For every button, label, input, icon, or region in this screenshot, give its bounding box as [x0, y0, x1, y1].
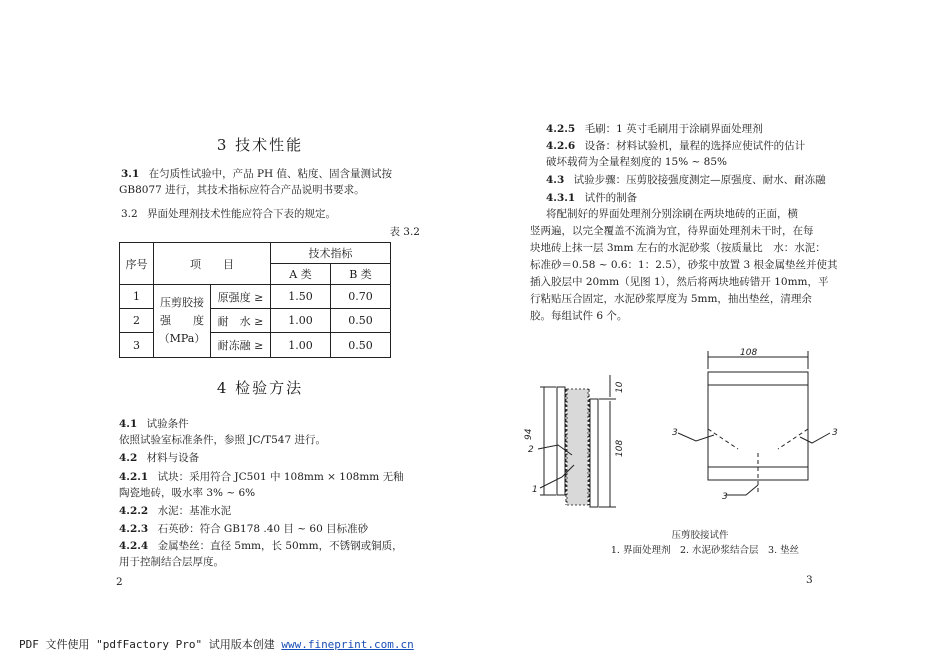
paragraph-4-2-2-text: 水泥：基准水泥: [157, 505, 232, 517]
paragraph-4-2-4-number: 4.2.4: [119, 540, 149, 552]
body-line: 将配制好的界面处理剂分别涂刷在两块地砖的正面，横: [546, 208, 798, 220]
table-cell-b: 0.70: [331, 285, 391, 309]
left-page-number: 2: [116, 576, 123, 588]
paragraph-4-2-6-line2: 破坏载荷为全量程刻度的 15% ~ 85%: [546, 156, 727, 168]
figure-caption: 压剪胶接试件: [671, 530, 729, 541]
specimen-figure: [500, 345, 860, 530]
table-group-line1: 压剪胶接: [160, 296, 204, 309]
callout-3c-label: 3: [722, 492, 728, 502]
paragraph-4-2-6-line1: 设备：材料试验机，量程的选择应使试件的估计: [584, 140, 806, 152]
paragraph-4-2-number: 4.2: [119, 452, 138, 464]
paragraph-3-1: [119, 166, 419, 198]
paragraph-3-2-number: 3.2: [121, 208, 138, 220]
paragraph-4-1-title: 试验条件: [146, 418, 189, 430]
paragraph-4-2-6-number: 4.2.6: [546, 140, 576, 152]
table-header-class-b: B 类: [331, 264, 391, 285]
table-cell-a: 1.50: [271, 285, 331, 309]
dimension-side-2-label: 108: [615, 439, 625, 457]
paragraph-3-2: [119, 206, 419, 222]
paragraph-4-3-text: 试验步骤：压剪胶接强度测定—原强度、耐水、耐冻融: [573, 174, 826, 186]
mortar-layer-shape: [567, 389, 588, 505]
table-header-class-a: A 类: [271, 264, 331, 285]
paragraph-4-1-text: 依照试验室标准条件，参照 JC/T547 进行。: [119, 434, 327, 446]
paragraph-4-2-6: [546, 138, 846, 170]
section-3-title: 3 技术性能: [216, 136, 304, 154]
table-cell-a: 1.00: [271, 309, 331, 333]
paragraph-4-3-1-body: [530, 206, 840, 325]
paragraph-4-2-4-line1: 金属垫丝：直径 5mm，长 50mm，不锈钢或铜质，: [157, 540, 403, 552]
callout-3a-label: 3: [672, 428, 678, 438]
paragraph-4-3-number: 4.3: [546, 174, 565, 186]
leader-3b: [800, 433, 830, 443]
paragraph-3-1-line1: 在匀质性试验中，产品 PH 值、粘度、固含量测试按: [148, 168, 393, 180]
table-caption: 表 3.2: [389, 226, 420, 238]
leader-3c: [726, 485, 758, 495]
paragraph-4-1: [119, 416, 419, 448]
body-line: 标准砂＝0.58 ~ 0.6：1：2.5），砂浆中放置 3 根金属垫丝并使其: [530, 259, 838, 271]
paragraph-3-1-line2: GB8077 进行，其技术指标应符合产品说明书要求。: [119, 184, 365, 196]
paragraph-4-2-2-number: 4.2.2: [119, 505, 149, 517]
paragraph-4-3-1-title: 试件的制备: [584, 192, 638, 204]
right-page-number: 3: [806, 574, 813, 586]
figure-legend: 1. 界面处理剂 2. 水泥砂浆结合层 3. 垫丝: [610, 545, 800, 556]
paragraph-4-2-3-number: 4.2.3: [119, 523, 149, 535]
body-line: 块地砖上抹一层 3mm 左右的水泥砂浆（按质量比 水：水泥：: [530, 242, 826, 254]
dimension-side-1-label: 10: [615, 381, 625, 393]
table-group-line3: （MPa）: [158, 332, 206, 345]
paragraph-3-2-text: 界面处理剂技术性能应符合下表的规定。: [147, 208, 337, 220]
paragraph-4-2-4-line2: 用于控制结合层厚度。: [119, 556, 224, 568]
paragraph-4-2-title: 材料与设备: [146, 452, 200, 464]
paragraph-4-2: [119, 450, 419, 466]
footer-text: PDF 文件使用 "pdfFactory Pro" 试用版本创建: [19, 638, 275, 651]
paragraph-4-2-5-number: 4.2.5: [546, 123, 576, 135]
pdf-footer: [19, 636, 414, 652]
dimension-left-label: 94: [524, 428, 534, 440]
spec-table: [119, 242, 391, 358]
callout-3b-label: 3: [832, 428, 838, 438]
paragraph-4-3-1: [546, 190, 846, 206]
table-group-line2: 强 度: [160, 314, 204, 327]
paragraph-4-2-4: [119, 538, 419, 570]
table-header-index: 序号: [120, 243, 154, 285]
table-cell-index: 3: [120, 333, 154, 358]
table-cell-a: 1.00: [271, 333, 331, 358]
table-header-item: 项 目: [154, 243, 271, 285]
shim-left-line: [708, 429, 738, 449]
table-row: [120, 285, 391, 309]
paragraph-4-2-5-text: 毛刷：1 英寸毛刷用于涂刷界面处理剂: [584, 123, 763, 135]
table-cell-item: 耐 水 ≥: [211, 309, 271, 333]
body-line: 插入胶层中 20mm（见图 1），然后将两块地砖错开 10mm，平: [530, 276, 829, 288]
paragraph-4-2-1-line2: 陶瓷地砖，吸水率 3% ~ 6%: [119, 487, 256, 499]
table-cell-item: 耐冻融 ≥: [211, 333, 271, 358]
callout-2-label: 2: [528, 445, 534, 455]
body-line: 行粘贴压合固定，水泥砂浆厚度为 5mm，抽出垫丝，清理余: [530, 293, 812, 305]
paragraph-4-3: [546, 172, 846, 188]
table-header-spec: 技术指标: [271, 243, 391, 264]
table-cell-item: 原强度 ≥: [211, 285, 271, 309]
paragraph-4-2-2: [119, 503, 419, 519]
paragraph-4-2-3: [119, 521, 419, 537]
body-line: 胶。每组试件 6 个。: [530, 310, 628, 322]
paragraph-4-2-1-number: 4.2.1: [119, 471, 149, 483]
paragraph-4-3-1-number: 4.3.1: [546, 192, 576, 204]
paragraph-4-2-1: [119, 469, 419, 501]
tile-right-shape: [590, 399, 598, 507]
paragraph-3-1-number: 3.1: [121, 168, 140, 180]
dimension-top-label: 108: [740, 348, 758, 358]
body-line: 竖两遍，以完全覆盖不流淌为宜，待界面处理剂未干时，在每: [530, 225, 814, 237]
table-group-cell: [154, 285, 211, 358]
footer-link[interactable]: www.fineprint.com.cn: [281, 638, 414, 651]
table-cell-b: 0.50: [331, 309, 391, 333]
leader-3a: [678, 433, 714, 441]
paragraph-4-2-1-line1: 试块：采用符合 JC501 中 108mm × 108mm 无釉: [157, 471, 404, 483]
table-cell-index: 1: [120, 285, 154, 309]
section-4-title: 4 检验方法: [216, 379, 304, 397]
table-cell-b: 0.50: [331, 333, 391, 358]
paragraph-4-1-number: 4.1: [119, 418, 138, 430]
table-cell-index: 2: [120, 309, 154, 333]
paragraph-4-2-3-text: 石英砂：符合 GB178 .40 目 ~ 60 目标准砂: [157, 523, 369, 535]
paragraph-4-2-5: [546, 121, 846, 137]
callout-1-label: 1: [532, 485, 538, 495]
